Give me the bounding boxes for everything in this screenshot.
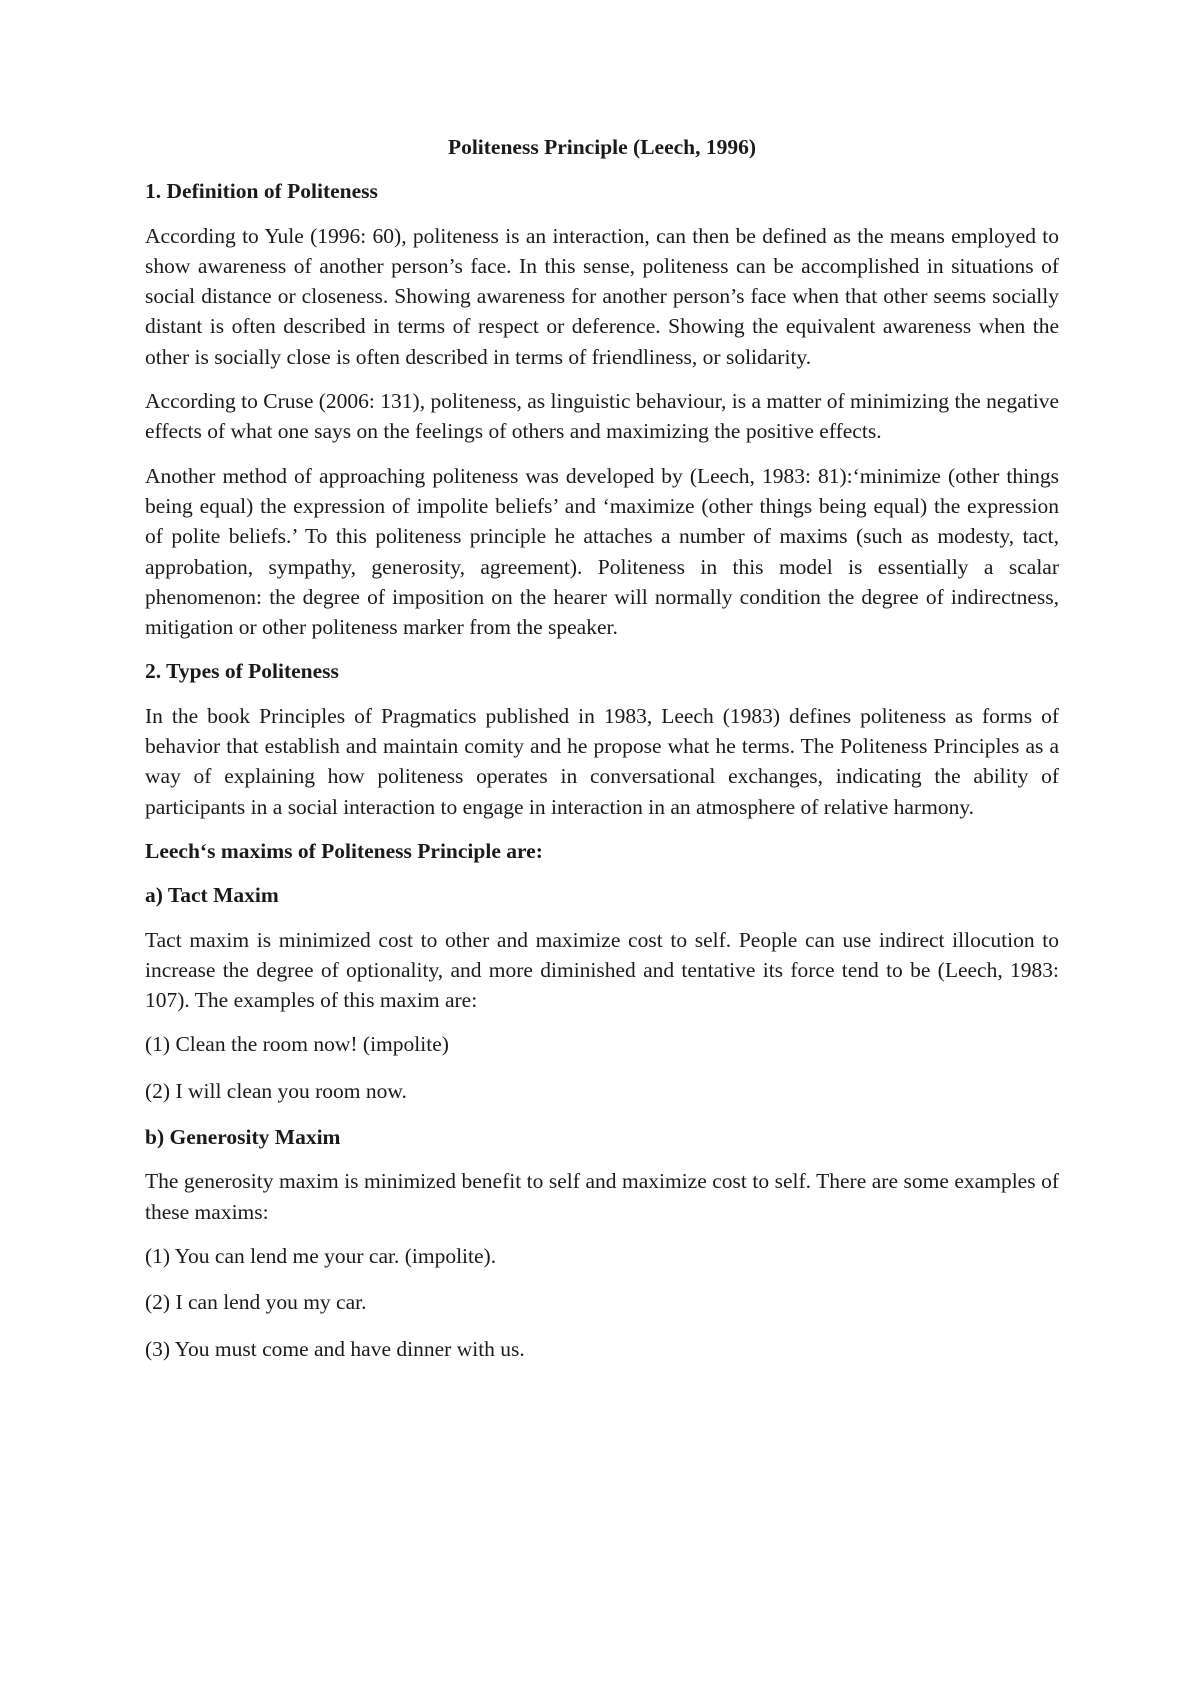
maxims-heading: Leech‘s maxims of Politeness Principle are:	[145, 838, 543, 863]
example-item: (3) You must come and have dinner with us.	[145, 1336, 525, 1361]
example-item: (2) I will clean you room now.	[145, 1078, 407, 1103]
example-item: (1) You can lend me your car. (impolite).	[145, 1243, 497, 1268]
paragraph-principles-of-pragmatics: In the book Principles of Pragmatics published in 1983, Leech (1983) defines politeness as forms of behavior that establish and maintain comity and he propose what he terms. The Politeness Principles as a way of explaining how politeness operates in conversational exchanges, indicating the ability of participants in a social interaction to engage in interaction in an atmosphere of relative harmony.	[145, 703, 1059, 819]
paragraph-leech-method: Another method of approaching politeness was developed by (Leech, 1983: 81):‘minimize (other things being equal) the expression of impolite beliefs’ and ‘maximize (other things being equal) the expression of polite beliefs.’ To this politeness principle he attaches a number of maxims (such as modesty, tact, approbation, sympathy, generosity, agreement). Politeness in this model is essentially a scalar phenomenon: the degree of imposition on the hearer will normally condition the degree of indirectness, mitigation or other politeness marker from the speaker.	[145, 463, 1059, 640]
section-heading-types: 2. Types of Politeness	[145, 659, 339, 684]
paragraph-yule: According to Yule (1996: 60), politeness is an interaction, can then be defined as the means employed to show awareness of another person’s face. In this sense, politeness can be accomplished in situations of social distance or closeness. Showing awareness for another person’s face when that other seems socially distant is often described in terms of respect or deference. Showing the equivalent awareness when the other is socially close is often described in terms of friendliness, or solidarity.	[145, 223, 1059, 369]
section-heading-definition: 1. Definition of Politeness	[145, 179, 378, 204]
paragraph-generosity-maxim: The generosity maxim is minimized benefit to self and maximize cost to self. There are some examples of these maxims:	[145, 1169, 1059, 1224]
subheading-generosity-maxim: b) Generosity Maxim	[145, 1125, 341, 1150]
document-title: Politeness Principle (Leech, 1996)	[447, 135, 757, 159]
paragraph-cruse: According to Cruse (2006: 131), politeness, as linguistic behaviour, is a matter of minimizing the negative effects of what one says on the feelings of others and maximizing the positive effects.	[145, 389, 1059, 444]
example-item: (2) I can lend you my car.	[145, 1290, 367, 1315]
subheading-tact-maxim: a) Tact Maxim	[145, 883, 279, 908]
paragraph-tact-maxim: Tact maxim is minimized cost to other and maximize cost to self. People can use indirect illocution to increase the degree of optionality, and more diminished and tentative its force tend to be (Leech, 1983: 107). The examples of this maxim are:	[145, 927, 1059, 1013]
example-item: (1) Clean the room now! (impolite)	[145, 1032, 449, 1057]
document-page	[145, 132, 1059, 1380]
